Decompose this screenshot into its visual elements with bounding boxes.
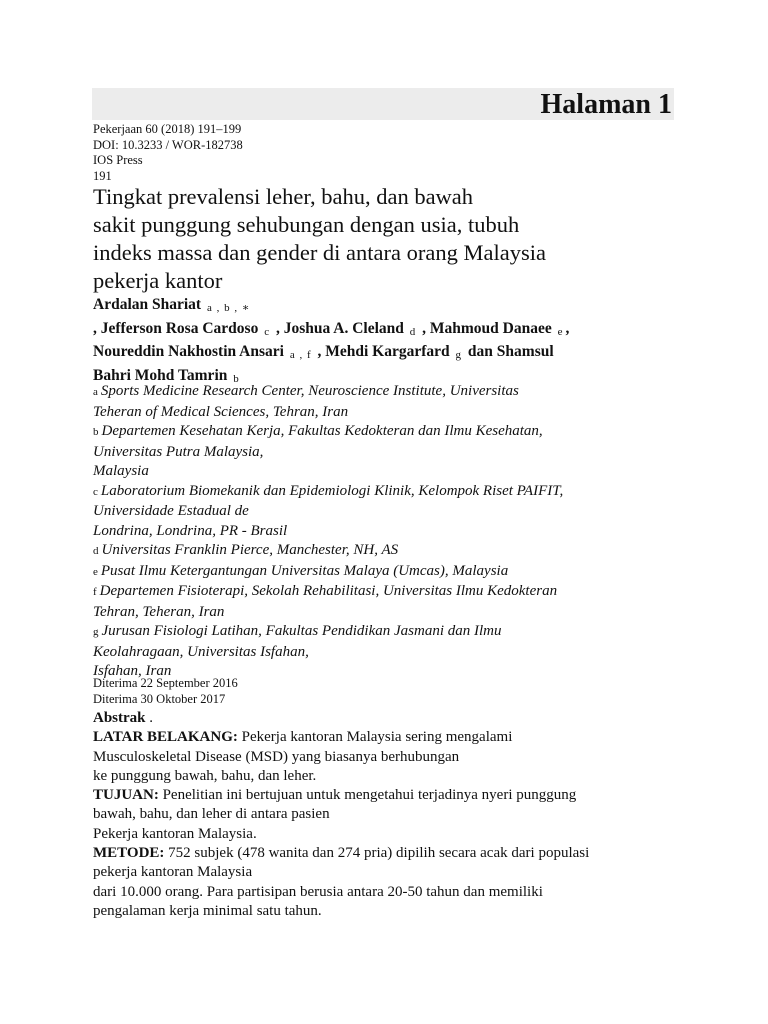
affiliation-line — [93, 482, 673, 503]
author-affil-marks: a , b , ∗ — [206, 302, 251, 314]
affiliation-text: Sports Medicine Research Center, Neuroscience Institute, Universitas — [100, 383, 519, 399]
affiliation-text: Departemen Fisioterapi, Sekolah Rehabilitasi, Universitas Ilmu Kedokteran — [99, 583, 558, 599]
abstract-text: Penelitian ini bertujuan untuk mengetahui terjadinya nyeri punggung — [162, 787, 577, 804]
author-line — [93, 318, 683, 342]
abstract-line: pekerja kantoran Malaysia — [93, 864, 253, 881]
background-label: LATAR BELAKANG: — [93, 729, 238, 746]
affiliation-line — [93, 541, 673, 562]
title-line: pekerja kantor — [93, 268, 223, 293]
affiliation-line: Tehran, Teheran, Iran — [93, 603, 225, 620]
affiliation-line — [93, 622, 673, 643]
abstract-heading-tail: . — [149, 710, 154, 726]
affiliation-text: Jurusan Fisiologi Latihan, Fakultas Pendidikan Jasmani dan Ilmu — [101, 623, 502, 639]
author-name: , Joshua A. Cleland — [275, 319, 404, 337]
abstract-line: bawah, bahu, dan leher di antara pasien — [93, 806, 330, 823]
author-name: Bahri Mohd Tamrin — [93, 366, 228, 384]
doi-text: DOI: 10.3233 / WOR-182738 — [93, 137, 243, 152]
author-name: , Mahmoud Danaee — [422, 319, 552, 337]
author-affil-marks: e — [557, 325, 564, 338]
title-line: indeks massa dan gender di antara orang Malaysia — [93, 240, 546, 265]
affiliation-line: Malaysia — [93, 463, 149, 479]
abstract-line: pengalaman kerja minimal satu tahun. — [93, 902, 322, 919]
affiliation-line — [93, 422, 673, 443]
affiliation-list — [93, 382, 673, 682]
abstract-text: 752 subjek (478 wanita dan 274 pria) dipilih secara acak dari populasi — [168, 845, 590, 862]
abstract-line — [93, 728, 678, 747]
author-separator: , — [565, 319, 570, 337]
affiliation-text: Universitas Franklin Pierce, Manchester, NH, AS — [101, 542, 399, 558]
author-affil-marks: b — [233, 372, 240, 385]
affiliation-text: Departemen Kesehatan Kerja, Fakultas Kedokteran dan Ilmu Kesehatan, — [101, 423, 543, 439]
author-affil-marks: a , f — [289, 349, 312, 361]
abstract-text: Pekerja kantoran Malaysia sering mengalami — [241, 729, 513, 746]
page-number: 191 — [93, 168, 112, 183]
affiliation-line: Universidade Estadual de — [93, 503, 249, 519]
author-name: Noureddin Nakhostin Ansari — [93, 343, 284, 360]
author-name: Ardalan Shariat — [93, 296, 202, 313]
abstract-line: ke punggung bawah, bahu, dan leher. — [93, 767, 317, 784]
publisher-text: IOS Press — [93, 153, 143, 167]
author-affil-marks: c — [264, 325, 271, 338]
affiliation-mark: e — [93, 565, 98, 578]
title-line: Tingkat prevalensi leher, bahu, dan bawah — [93, 184, 474, 209]
affiliation-line: Universitas Putra Malaysia, — [93, 443, 264, 460]
article-title — [93, 183, 653, 295]
affiliation-line: Isfahan, Iran — [93, 663, 172, 679]
abstract-heading: Abstrak — [93, 710, 146, 726]
affiliation-mark: g — [93, 626, 99, 638]
affiliation-text: Laboratorium Biomekanik dan Epidemiologi Klinik, Kelompok Riset PAIFIT, — [100, 482, 564, 499]
abstract-section — [93, 709, 678, 921]
affiliation-mark: c — [93, 485, 98, 498]
author-line — [93, 341, 683, 365]
affiliation-line: Londrina, Londrina, PR - Brasil — [93, 522, 288, 539]
objective-label: TUJUAN: — [93, 787, 159, 804]
method-label: METODE: — [93, 845, 165, 862]
author-list — [93, 294, 683, 388]
affiliation-line — [93, 582, 673, 603]
author-name: , Jefferson Rosa Cardoso — [93, 319, 259, 337]
affiliation-mark: b — [93, 426, 99, 438]
page-label: Halaman 1 — [540, 89, 672, 120]
affiliation-line — [93, 382, 673, 403]
affiliation-mark: a — [93, 386, 98, 398]
author-name: dan Shamsul — [467, 343, 554, 360]
abstract-line — [93, 786, 678, 805]
abstract-line: Pekerja kantoran Malaysia. — [93, 825, 257, 842]
abstract-heading-line — [93, 709, 678, 728]
abstract-line: dari 10.000 orang. Para partisipan berusia antara 20-50 tahun dan memiliki — [93, 883, 543, 900]
affiliation-line: Keolahragaan, Universitas Isfahan, — [93, 643, 309, 660]
affiliation-mark: d — [93, 545, 99, 557]
page-header-bar — [92, 88, 674, 120]
title-line: sakit punggung sehubungan dengan usia, tubuh — [93, 212, 520, 237]
affiliation-mark: f — [93, 586, 97, 598]
received-date: Diterima 22 September 2016 — [93, 676, 238, 690]
affiliation-line — [93, 562, 673, 583]
abstract-line: Musculoskeletal Disease (MSD) yang biasanya berhubungan — [93, 748, 460, 765]
received-dates — [93, 675, 238, 707]
author-affil-marks: d — [409, 325, 417, 338]
abstract-line — [93, 844, 678, 863]
affiliation-line: Teheran of Medical Sciences, Tehran, Iran — [93, 403, 349, 420]
accepted-date: Diterima 30 Oktober 2017 — [93, 692, 226, 706]
author-name: , Mehdi Kargarfard — [317, 343, 450, 360]
author-line — [93, 294, 683, 318]
publication-meta — [93, 122, 243, 184]
author-affil-marks: g — [455, 349, 463, 361]
journal-citation: Pekerjaan 60 (2018) 191–199 — [93, 122, 242, 136]
affiliation-text: Pusat Ilmu Ketergantungan Universitas Malaya (Umcas), Malaysia — [100, 562, 509, 579]
